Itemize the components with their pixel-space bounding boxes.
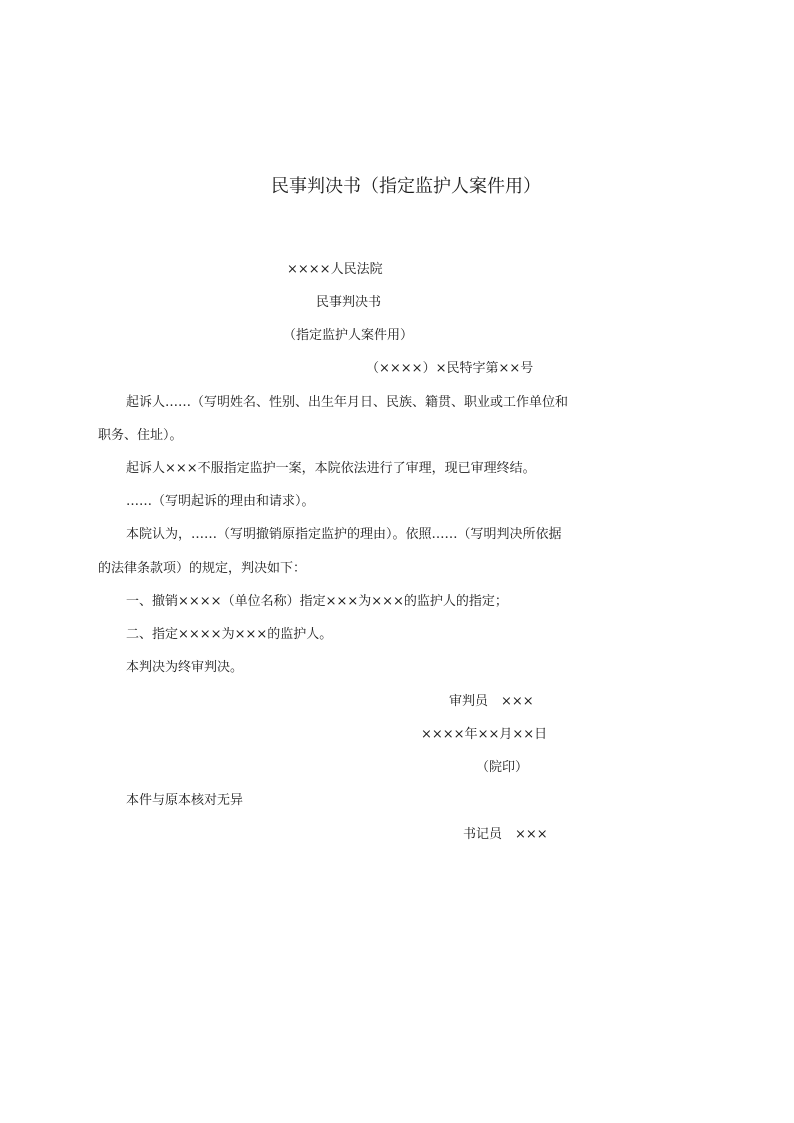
judgment-item-1: 一、撤销××××（单位名称）指定×××为×××的监护人的指定； — [126, 594, 508, 609]
clerk-signature: 书记员 ××× — [463, 827, 548, 842]
document-type: 民事判决书 — [316, 295, 382, 310]
paragraph-court-opinion: 本院认为，……（写明撤销原指定监护的理由）。依照……（写明判决所依据 — [126, 527, 562, 542]
paragraph-court-opinion-cont: 的法律条款项）的规定，判决如下： — [98, 561, 307, 576]
court-seal: （院印） — [476, 760, 529, 775]
paragraph-claims: ……（写明起诉的理由和请求）。 — [126, 494, 315, 509]
judgment-item-2: 二、指定××××为×××的监护人。 — [126, 627, 333, 642]
paragraph-case-intro: 起诉人×××不服指定监护一案，本院依法进行了审理，现已审理终结。 — [126, 461, 536, 476]
certification-note: 本件与原本核对无异 — [126, 793, 244, 808]
document-subtype: （指定监护人案件用） — [283, 328, 414, 343]
judge-signature: 审判员 ××× — [449, 694, 534, 709]
paragraph-plaintiff-info: 起诉人……（写明姓名、性别、出生年月日、民族、籍贯、职业或工作单位和 — [126, 395, 569, 410]
paragraph-final-judgment: 本判决为终审判决。 — [126, 660, 244, 675]
document-title: 民事判决书（指定监护人案件用） — [271, 176, 541, 197]
judgment-date: ××××年××月××日 — [421, 727, 548, 742]
case-number: （××××）×民特字第××号 — [366, 361, 534, 376]
court-name: ××××人民法院 — [287, 262, 383, 277]
paragraph-plaintiff-info-cont: 职务、住址）。 — [98, 428, 183, 443]
